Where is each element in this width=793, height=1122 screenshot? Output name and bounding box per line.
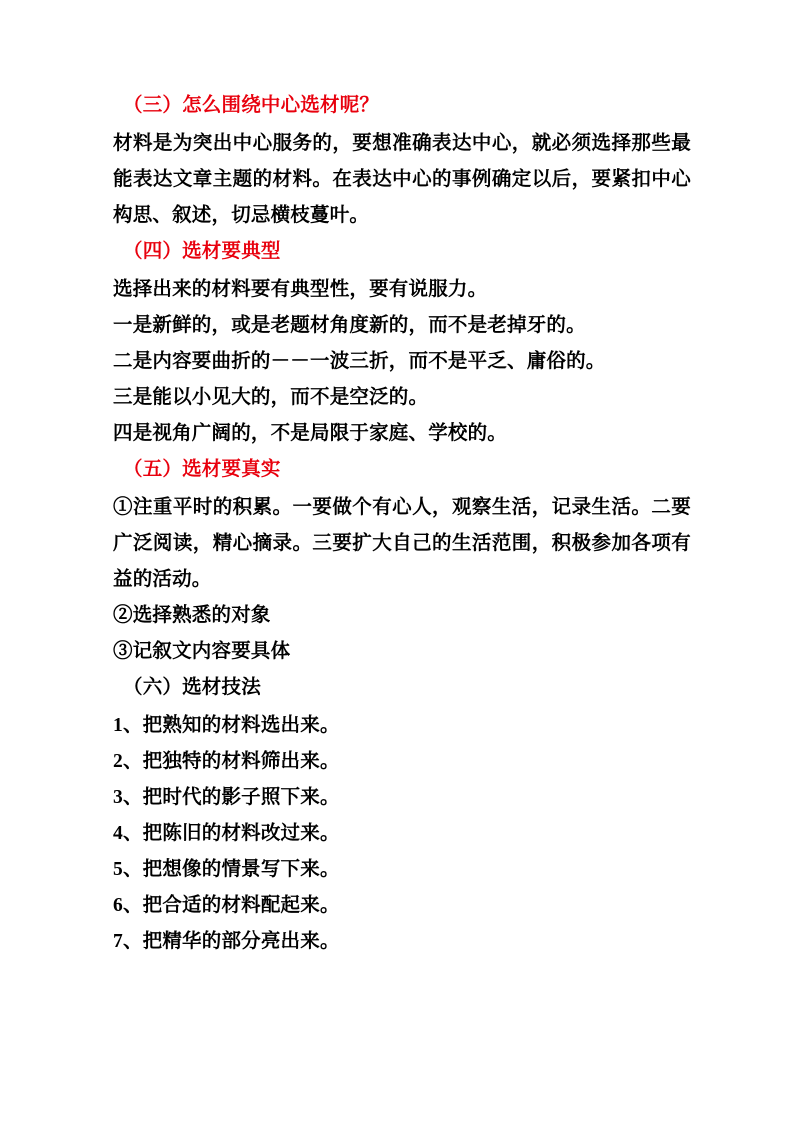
section-six-heading: （六）选材技法 [123,677,261,698]
section-six-item-7: 7、把精华的部分亮出来。 [113,931,340,952]
section-six-item-6: 6、把合适的材料配起来。 [113,895,340,916]
section-six-item-4: 4、把陈旧的材料改过来。 [113,823,340,844]
section-five-paragraph-1: ①注重平时的积累。一要做个有心人，观察生活，记录生活。二要广泛阅读，精心摘录。三要扩大自己的生活范围，积极参加各项有益的活动。 [113,497,691,590]
section-four-paragraph-1: 选择出来的材料要有典型性，要有说服力。 [113,279,488,300]
section-three-heading: （三）怎么围绕中心选材呢？ [123,95,380,116]
section-four [113,234,691,452]
section-four-paragraph-2: 一是新鲜的，或是老题材角度新的，而不是老掉牙的。 [113,315,586,336]
section-three [113,88,691,234]
section-five [113,452,691,670]
section-six [113,670,691,960]
section-four-paragraph-3: 二是内容要曲折的－－一波三折，而不是平乏、庸俗的。 [113,351,606,372]
section-five-heading: （五）选材要真实 [123,459,281,480]
section-four-paragraph-4: 三是能以小见大的，而不是空泛的。 [113,387,429,408]
section-six-item-1: 1、把熟知的材料选出来。 [113,715,340,736]
section-four-paragraph-5: 四是视角广阔的，不是局限于家庭、学校的。 [113,423,508,444]
section-five-paragraph-2: ②选择熟悉的对象 [113,605,271,626]
section-six-item-5: 5、把想像的情景写下来。 [113,859,340,880]
section-six-item-2: 2、把独特的材料筛出来。 [113,751,340,772]
section-five-paragraph-3: ③记叙文内容要具体 [113,641,291,662]
document-body [113,88,691,960]
section-three-paragraph-1: 材料是为突出中心服务的，要想准确表达中心，就必须选择那些最能表达文章主题的材料。在表达中心的事例确定以后，要紧扣中心构思、叙述，切忌横枝蔓叶。 [113,133,691,226]
section-four-heading: （四）选材要典型 [123,241,281,262]
section-six-item-3: 3、把时代的影子照下来。 [113,787,340,808]
